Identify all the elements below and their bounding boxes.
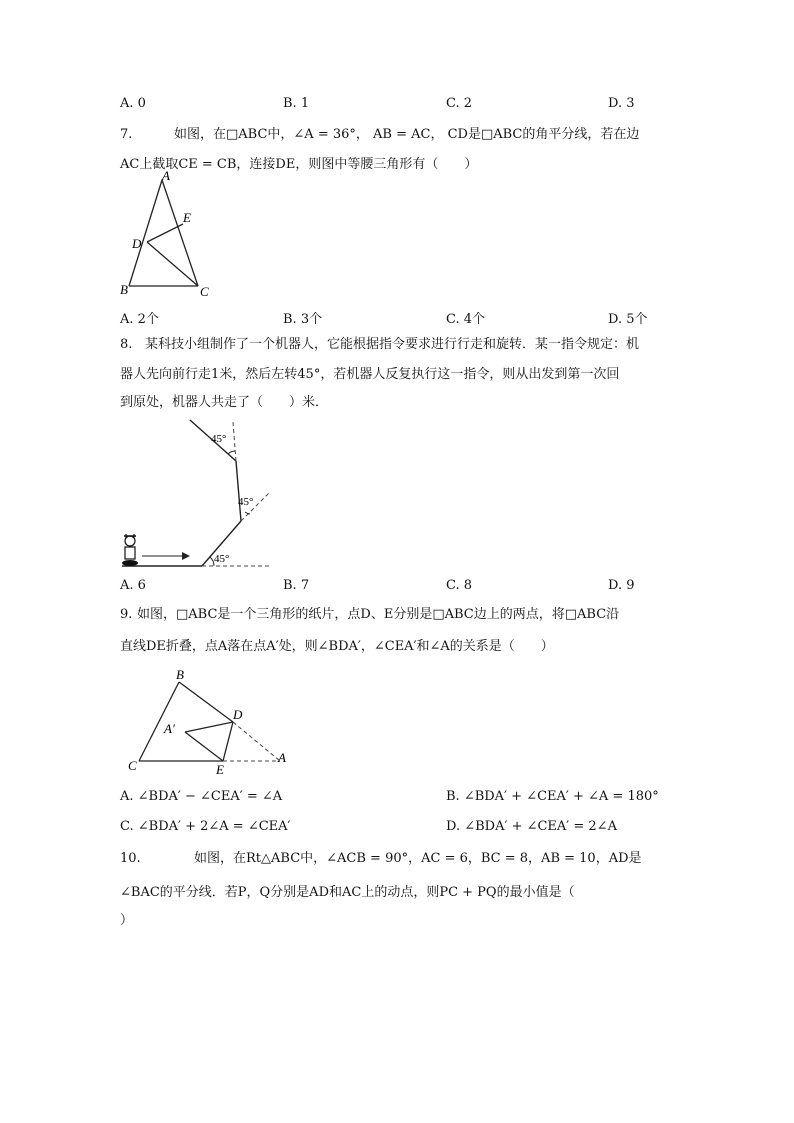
- q8-number: 8.: [120, 337, 133, 352]
- q7-label-c: C: [200, 284, 209, 299]
- q10-text-line3: ）: [120, 913, 134, 928]
- q7-text-line1: 如图，在□ABC中，∠A = 36°， AB = AC， CD是□ABC的角平分线，若在边: [174, 127, 640, 142]
- q7-option-b: B. 3个: [283, 312, 323, 327]
- q9-label-b: B: [176, 667, 184, 682]
- q9-label-e: E: [216, 762, 224, 777]
- q6-option-d: D. 3: [608, 96, 635, 111]
- q7-option-a: A. 2个: [120, 312, 159, 327]
- q10-number: 10.: [120, 851, 141, 866]
- q8-text-line2: 器人先向前行走1米，然后左转45°，若机器人反复执行这一指令，则从出发到第一次回: [120, 367, 620, 382]
- q7-label-d: D: [132, 236, 142, 251]
- robot-icon: [122, 534, 138, 566]
- q7-option-d: D. 5个: [608, 312, 648, 327]
- q9-text-line1: 如图，□ABC是一个三角形的纸片，点D、E分别是□ABC边上的两点，将□ABC沿: [137, 607, 620, 622]
- q9-option-d: D. ∠BDA′ + ∠CEA′ = 2∠A: [446, 819, 617, 834]
- q8-text-line1: 某科技小组制作了一个机器人，它能根据指令要求进行行走和旋转．某一指令规定：机: [145, 337, 640, 352]
- q7-number: 7.: [120, 127, 133, 142]
- q7-text-line2: AC上截取CE = CB，连接DE，则图中等腰三角形有（ ）: [120, 157, 478, 172]
- q10-text-line1: 如图，在Rt△ABC中，∠ACB = 90°，AC = 6，BC = 8，AB = 10，AD是: [194, 851, 642, 866]
- arrow-icon: [182, 552, 190, 560]
- q8-robot-path-figure: [110, 414, 280, 574]
- q9-fold-figure: [120, 664, 300, 778]
- q7-label-b: B: [120, 282, 128, 297]
- q7-triangle-figure: [110, 168, 230, 300]
- q9-option-c: C. ∠BDA′ + 2∠A = ∠CEA′: [120, 819, 291, 834]
- q7-label-e: E: [183, 210, 191, 225]
- q8-option-c: C. 8: [446, 578, 473, 593]
- q8-option-a: A. 6: [120, 578, 146, 593]
- q9-label-c: C: [128, 758, 137, 773]
- q9-label-d: D: [233, 707, 243, 722]
- q9-option-a: A. ∠BDA′ − ∠CEA′ = ∠A: [120, 789, 283, 804]
- q10-text-line2: ∠BAC的平分线．若P，Q分别是AD和AC上的动点，则PC + PQ的最小值是（: [120, 885, 575, 900]
- q7-option-c: C. 4个: [446, 312, 486, 327]
- q8-angle-label-1: 45°: [214, 553, 230, 565]
- q8-option-d: D. 9: [608, 578, 635, 593]
- q8-angle-label-3: 45°: [211, 433, 227, 445]
- q9-number: 9.: [120, 607, 133, 622]
- q9-label-a-prime: A′: [164, 721, 175, 736]
- q6-option-c: C. 2: [446, 96, 473, 111]
- q9-label-a: A: [278, 750, 286, 765]
- q8-angle-label-2: 45°: [238, 496, 254, 508]
- q9-option-b: B. ∠BDA′ + ∠CEA′ + ∠A = 180°: [446, 789, 659, 804]
- q9-text-line2: 直线DE折叠，点A落在点A′处，则∠BDA′，∠CEA′和∠A的关系是（ ）: [120, 639, 554, 654]
- q6-option-a: A. 0: [120, 96, 146, 111]
- q8-text-line3: 到原处，机器人共走了（ ）米．: [120, 395, 329, 410]
- q8-option-b: B. 7: [283, 578, 310, 593]
- q7-label-a: A: [162, 168, 170, 183]
- q6-option-b: B. 1: [283, 96, 310, 111]
